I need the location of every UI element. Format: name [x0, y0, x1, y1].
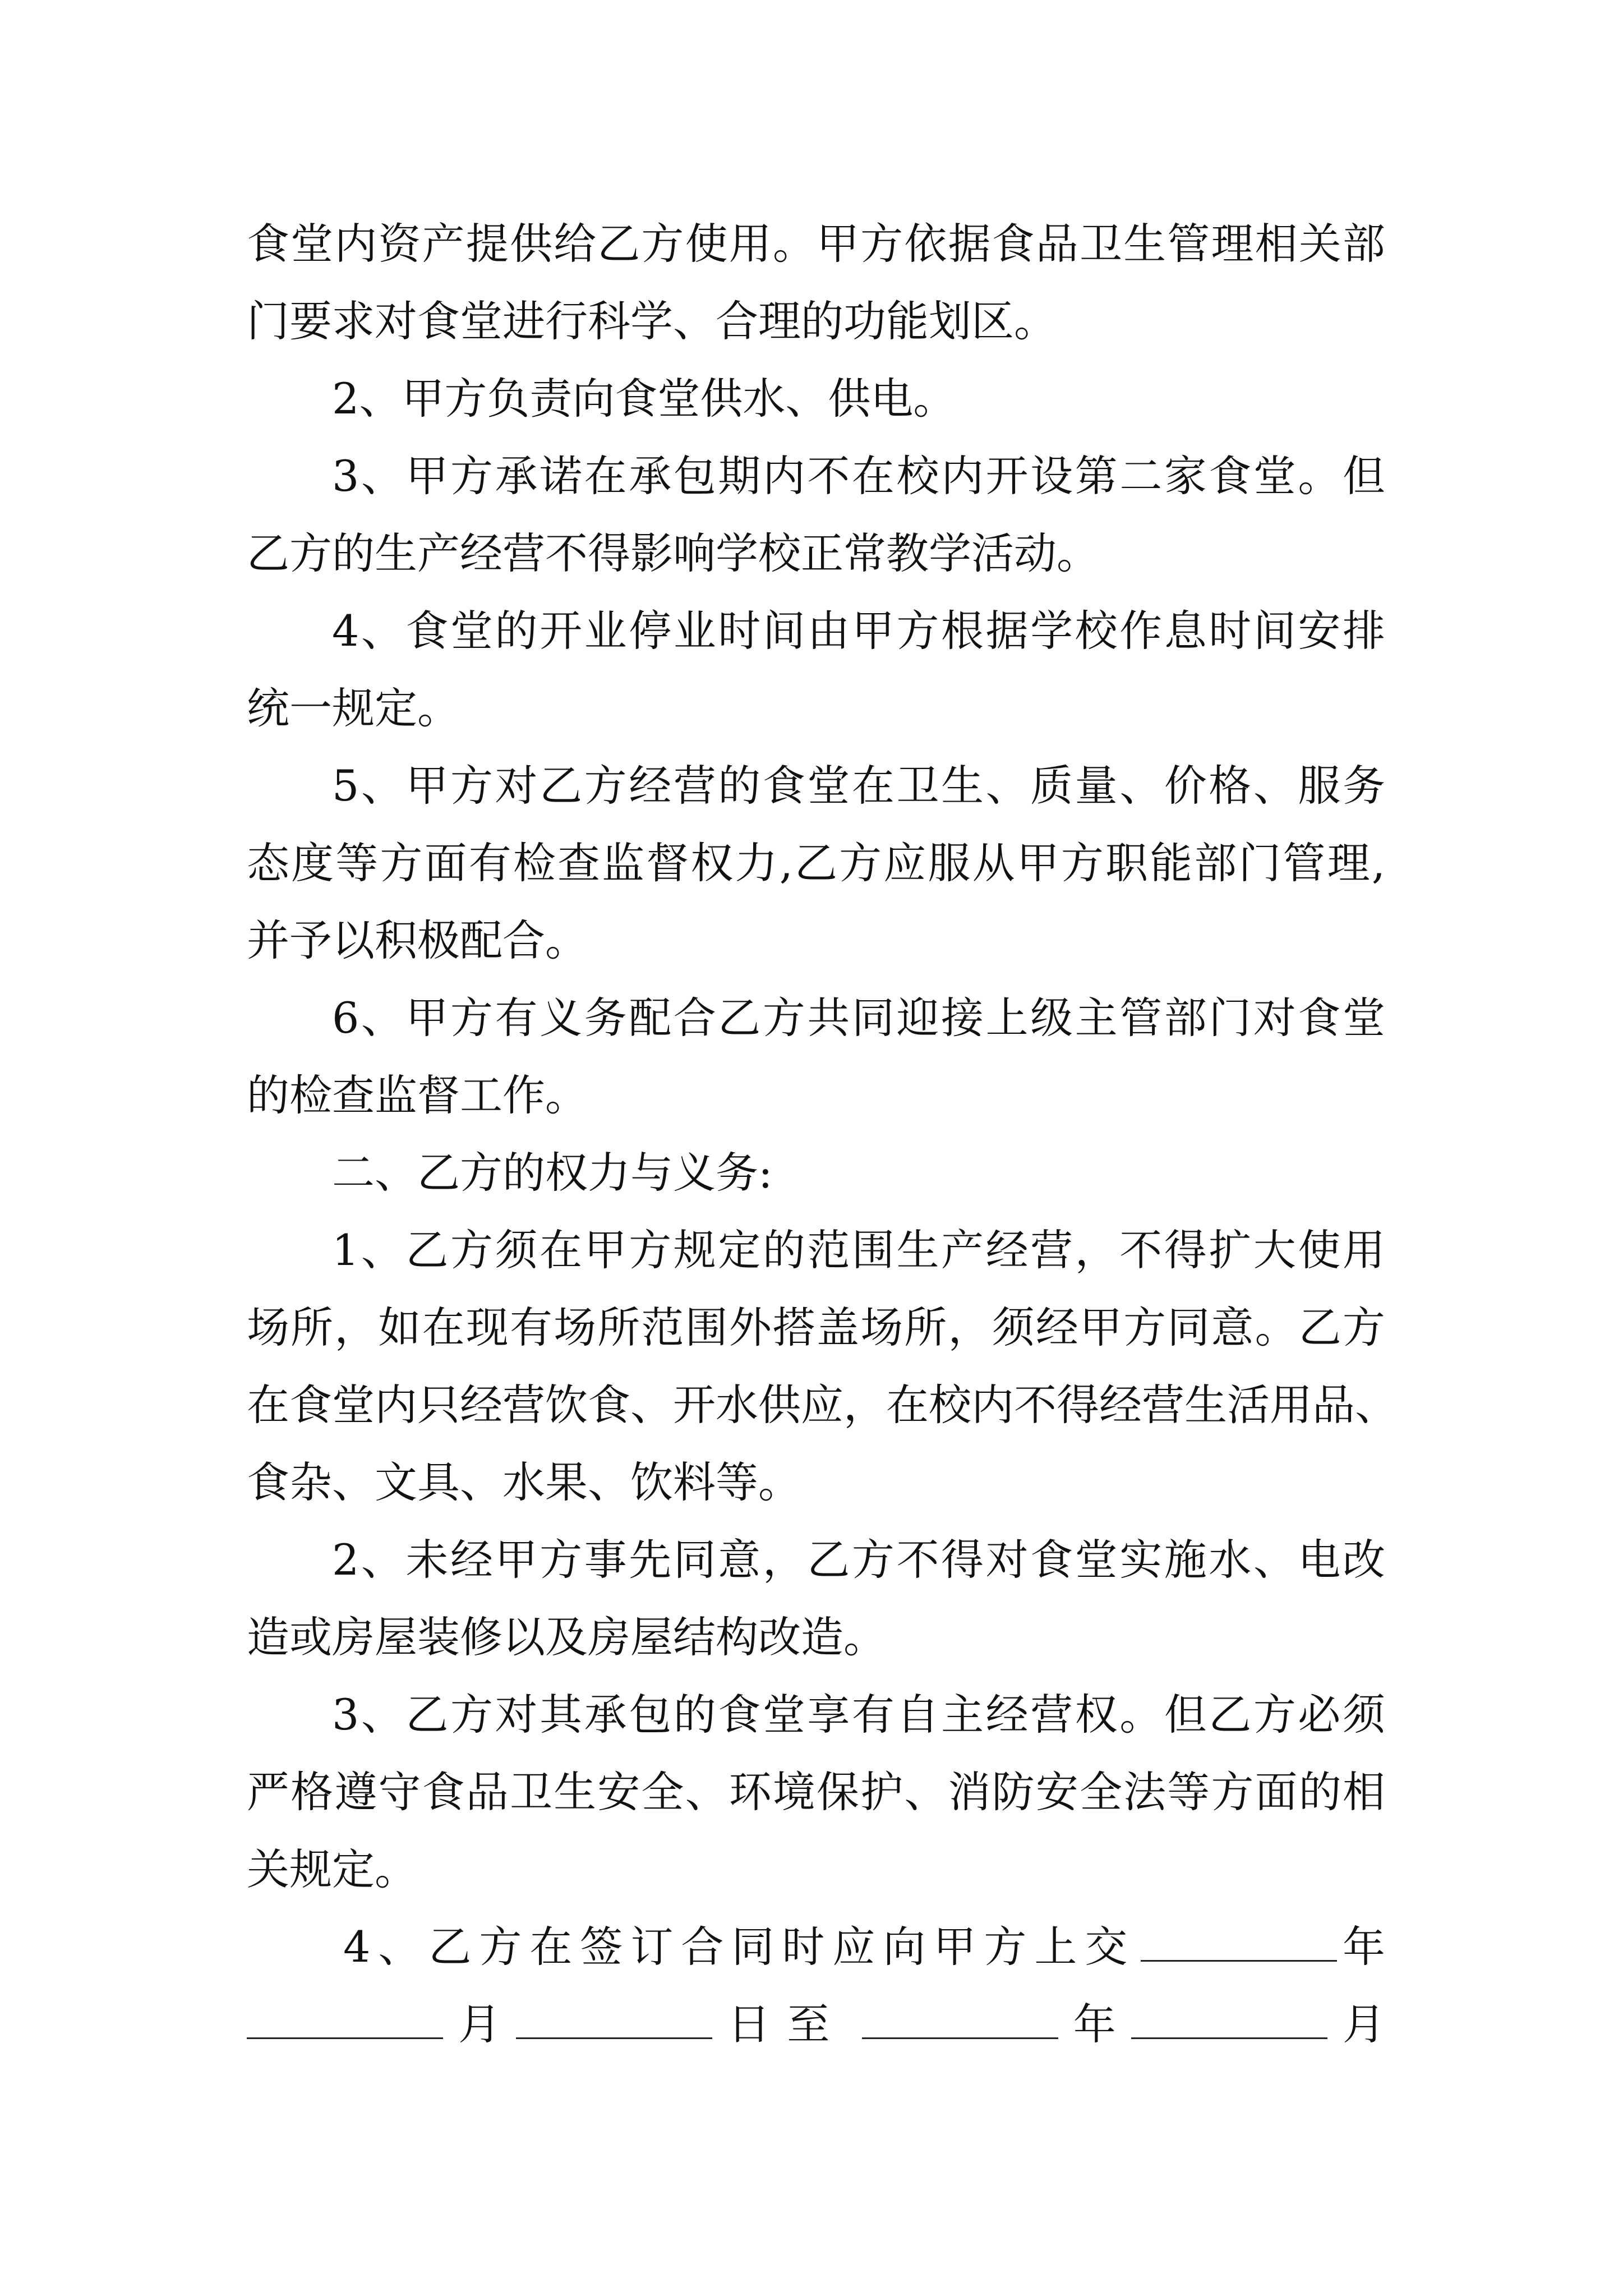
section-heading: 二、乙方的权力与义务:	[332, 1148, 773, 1198]
paragraph-line: 态 度 等 方 面 有 检 查 监 督 权 力 , 乙 方 应 服 从 甲 方 职 能 部 门 管 理 ,	[247, 838, 1385, 888]
paragraph-line: 门要求对食堂进行科学、合理的功能划区。	[247, 296, 1057, 346]
unit-end-month-label: 月	[1342, 1999, 1385, 2049]
paragraph-line: 乙方的生产经营不得影响学校正常教学活动。	[247, 528, 1099, 578]
blank-year-field[interactable]	[1141, 1917, 1337, 1962]
blank-month-field[interactable]	[247, 1995, 443, 2039]
paragraph-line: 5 、 甲 方 对 乙 方 经 营 的 食 堂 在 卫 生 、 质 量 、 价 格 、 服 务	[332, 761, 1385, 811]
paragraph-line: 食 堂 内 资 产 提 供 给 乙 方 使 用 。 甲 方 依 据 食 品 卫 生 管 理 相 关 部	[247, 219, 1385, 269]
paragraph-line: 食杂、文具、水果、饮料等。	[247, 1457, 801, 1507]
paragraph-line: 6 、 甲 方 有 义 务 配 合 乙 方 共 同 迎 接 上 级 主 管 部 门 对 食 堂	[332, 993, 1385, 1043]
blank-end-year-field[interactable]	[862, 1995, 1058, 2039]
paragraph-line: 统一规定。	[247, 683, 460, 733]
paragraph-line: 3 、 甲 方 承 诺 在 承 包 期 内 不 在 校 内 开 设 第 二 家 食 堂 。 但	[332, 451, 1385, 501]
paragraph-line: 的检查监督工作。	[247, 1070, 588, 1120]
blank-end-month-field[interactable]	[1131, 1995, 1327, 2039]
paragraph-line: 在 食 堂 内 只 经 营 饮 食 、 开 水 供 应 ， 在 校 内 不 得 经 营 生 活 用 品 、	[247, 1380, 1398, 1430]
paragraph-line: 并予以积极配合。	[247, 915, 588, 965]
paragraph-line: 1 、 乙 方 须 在 甲 方 规 定 的 范 围 生 产 经 营 ， 不 得 扩 大 使 用	[332, 1225, 1385, 1275]
blank-day-field[interactable]	[516, 1995, 712, 2039]
unit-year-label: 年	[1343, 1922, 1385, 1972]
unit-month-label: 月	[458, 1999, 501, 2049]
paragraph-line: 2 、 未 经 甲 方 事 先 同 意 ， 乙 方 不 得 对 食 堂 实 施 水 、 电 改	[332, 1535, 1385, 1585]
contract-date-range	[247, 1994, 1385, 2055]
unit-day-to-label: 日至	[727, 1999, 847, 2049]
paragraph-line: 严 格 遵 守 食 品 卫 生 安 全 、 环 境 保 护 、 消 防 安 全 法 等 方 面 的 相	[247, 1767, 1385, 1817]
paragraph-line: 场 所 ， 如 在 现 有 场 所 范 围 外 搭 盖 场 所 ， 须 经 甲 方 同 意 。 乙 方	[247, 1303, 1385, 1352]
paragraph-line: 4 、 食 堂 的 开 业 停 业 时 间 由 甲 方 根 据 学 校 作 息 时 间 安 排	[332, 606, 1385, 656]
paragraph-line: 3 、 乙 方 对 其 承 包 的 食 堂 享 有 自 主 经 营 权 。 但 乙 方 必 须	[332, 1690, 1385, 1740]
paragraph-line: 造或房屋装修以及房屋结构改造。	[247, 1612, 886, 1662]
paragraph-line: 关规定。	[247, 1844, 417, 1894]
paragraph-line: 2、甲方负责向食堂供水、供电。	[332, 374, 956, 424]
contract-clause-4	[247, 1916, 1385, 1978]
unit-end-year-label: 年	[1073, 1999, 1116, 2049]
clause-4-text: 4、乙方在签订合同时应向甲方上交	[343, 1922, 1136, 1972]
